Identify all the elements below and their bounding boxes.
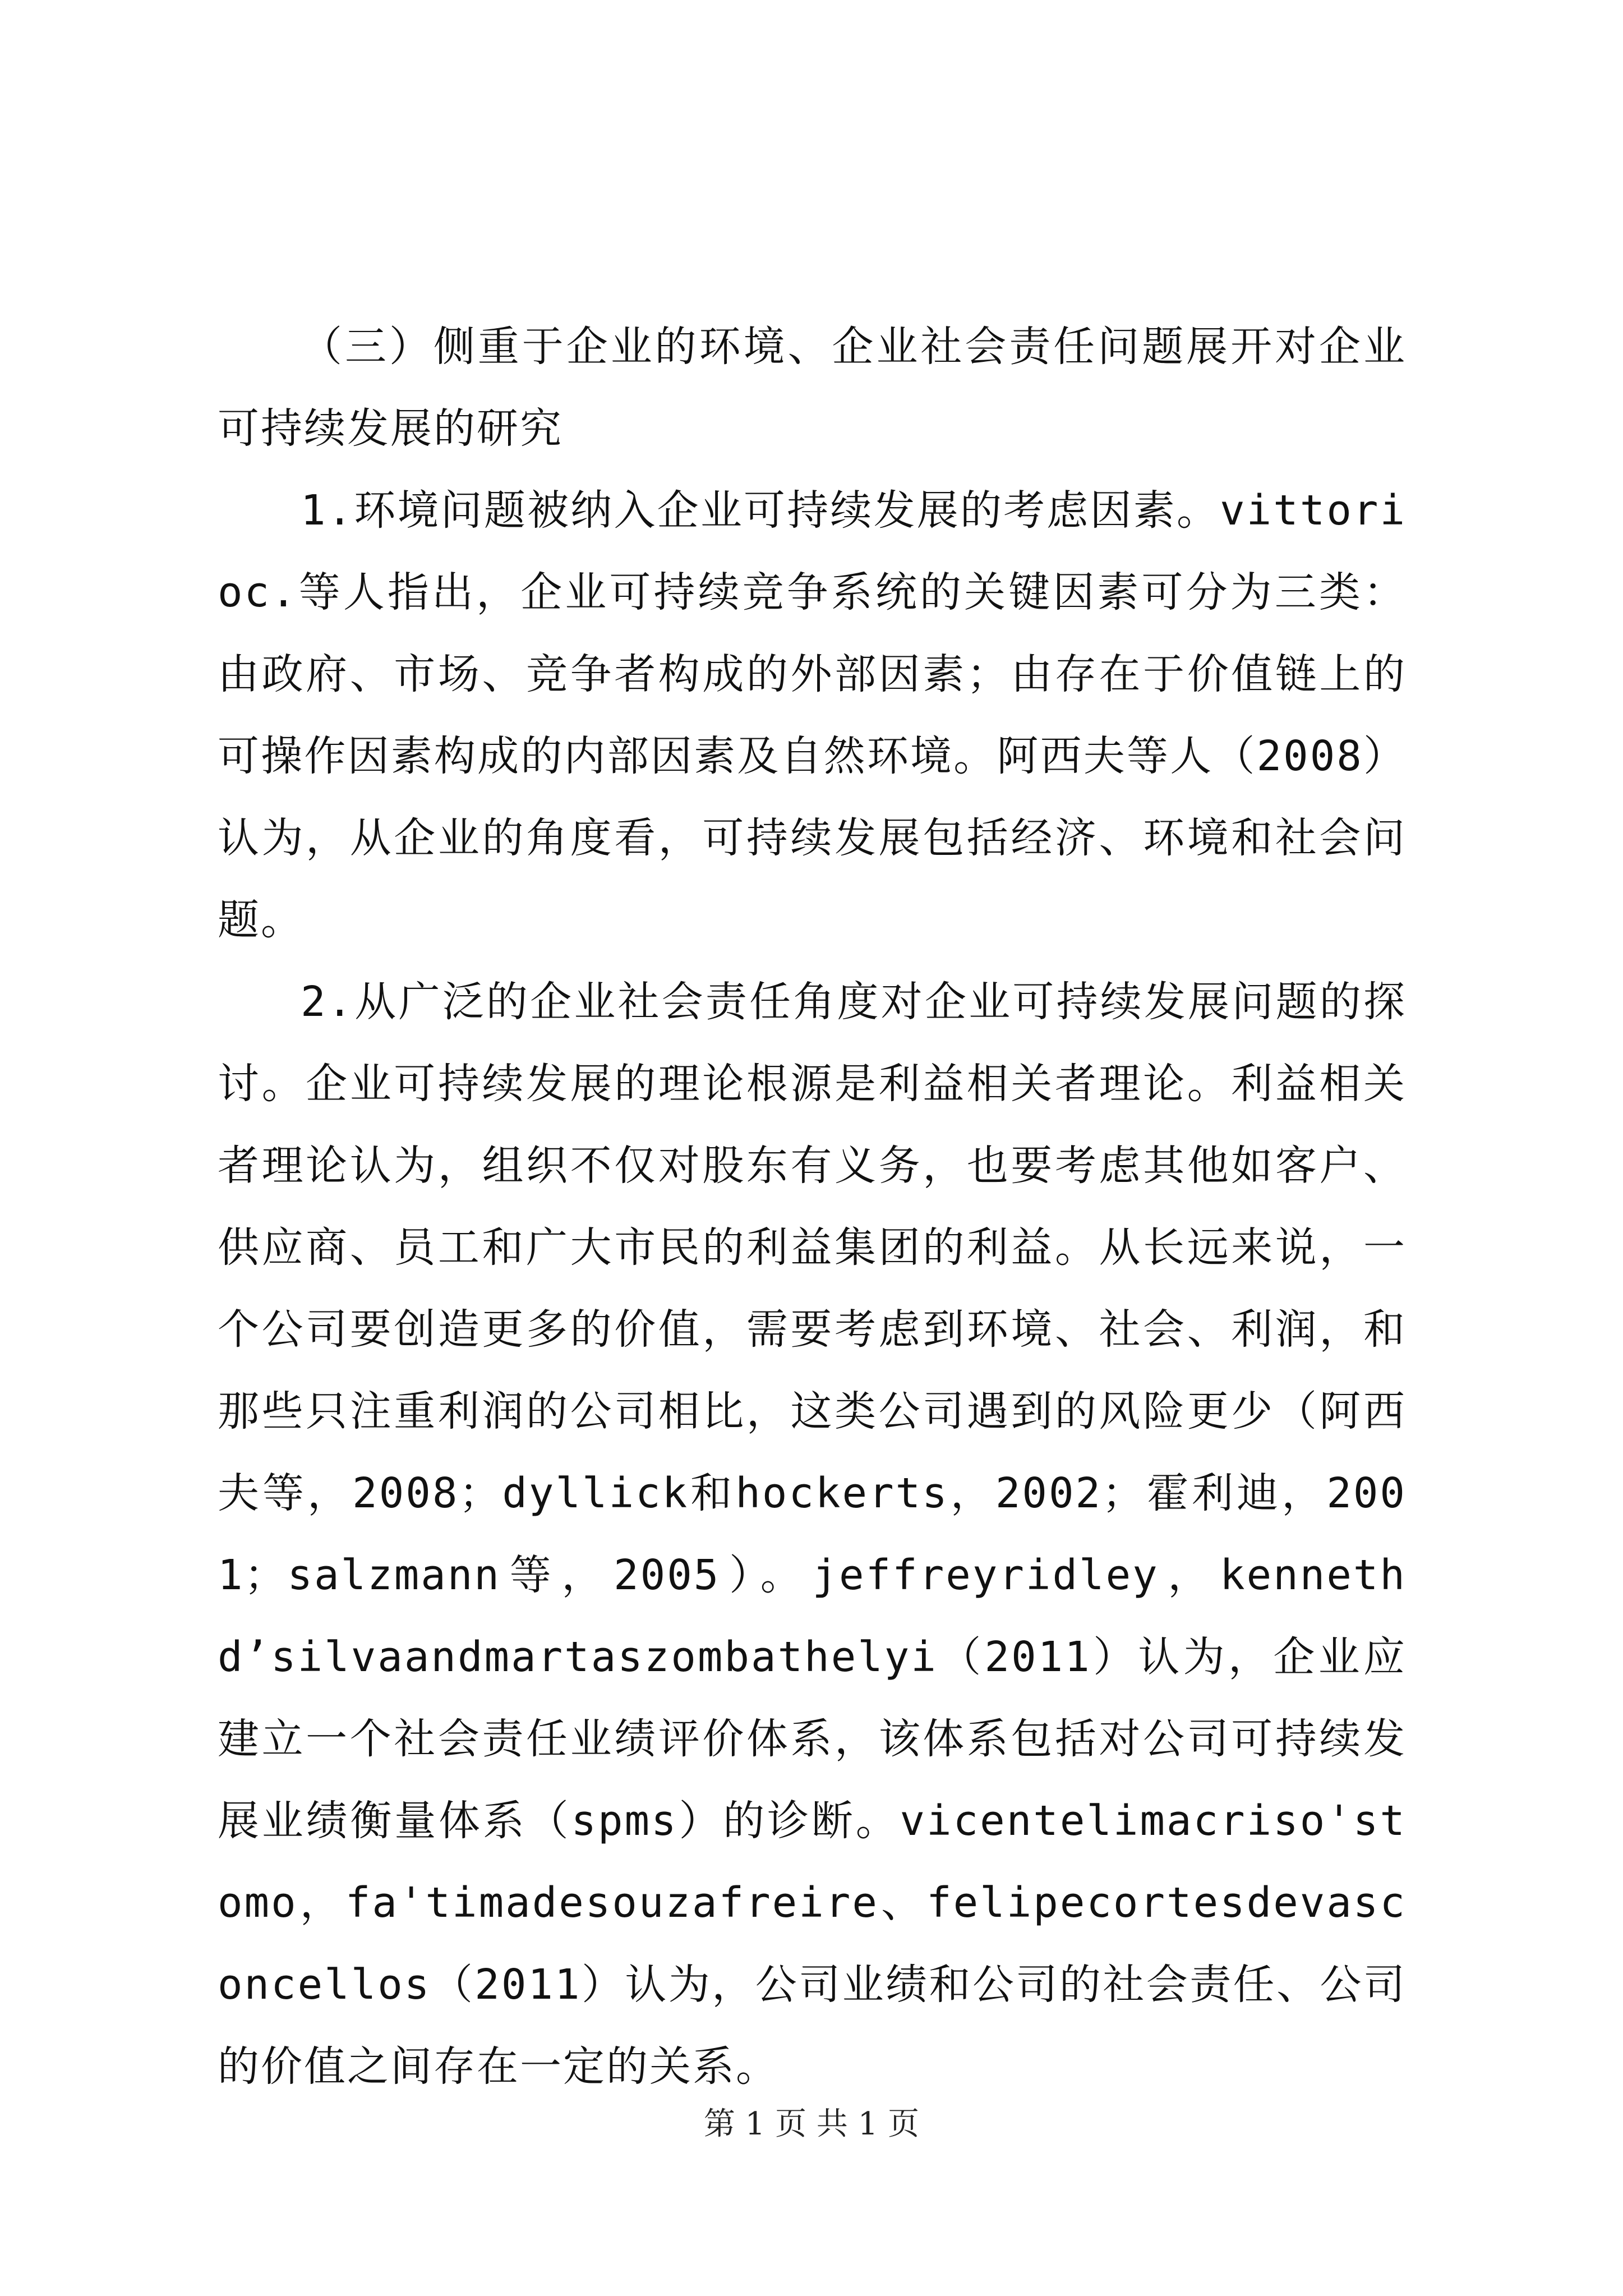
paragraph-environment: 1.环境问题被纳入企业可持续发展的考虑因素。vittorioc.等人指出，企业可持续竞争系统的关键因素可分为三类：由政府、市场、竞争者构成的外部因素；由存在于价值链上的可操作因素构成的内部因素及自然环境。阿西夫等人（2008）认为，从企业的角度看，可持续发展包括经济、环境和社会问题。 bbox=[218, 486, 1407, 944]
paragraph-csr: 2.从广泛的企业社会责任角度对企业可持续发展问题的探讨。企业可持续发展的理论根源是利益相关者理论。利益相关者理论认为，组织不仅对股东有义务，也要考虑其他如客户、供应商、员工和广大市民的利益集团的利益。从长远来说，一个公司要创造更多的价值，需要考虑到环境、社会、利润，和那些只注重利润的公司相比，这类公司遇到的风险更少（阿西夫等，2008；dyllick和hockerts，2002；霍利迪，2001；salzmann等，2005）。jeffreyridley，kennethd’silvaandmartaszombathelyi（2011）认为，企业应建立一个社会责任业绩评价体系，该体系包括对公司可持续发展业绩衡量体系（spms）的诊断。vicentelimacriso'stomo，fa'timadesouzafreire、felipecortesdevasconcellos（2011）认为，公司业绩和公司的社会责任、公司的价值之间存在一定的关系。 bbox=[218, 978, 1407, 2091]
page-footer: 第 1 页 共 1 页 bbox=[703, 2106, 920, 2142]
section-heading: （三）侧重于企业的环境、企业社会责任问题展开对企业可持续发展的研究 bbox=[218, 323, 1407, 453]
document-body bbox=[218, 306, 1407, 2108]
